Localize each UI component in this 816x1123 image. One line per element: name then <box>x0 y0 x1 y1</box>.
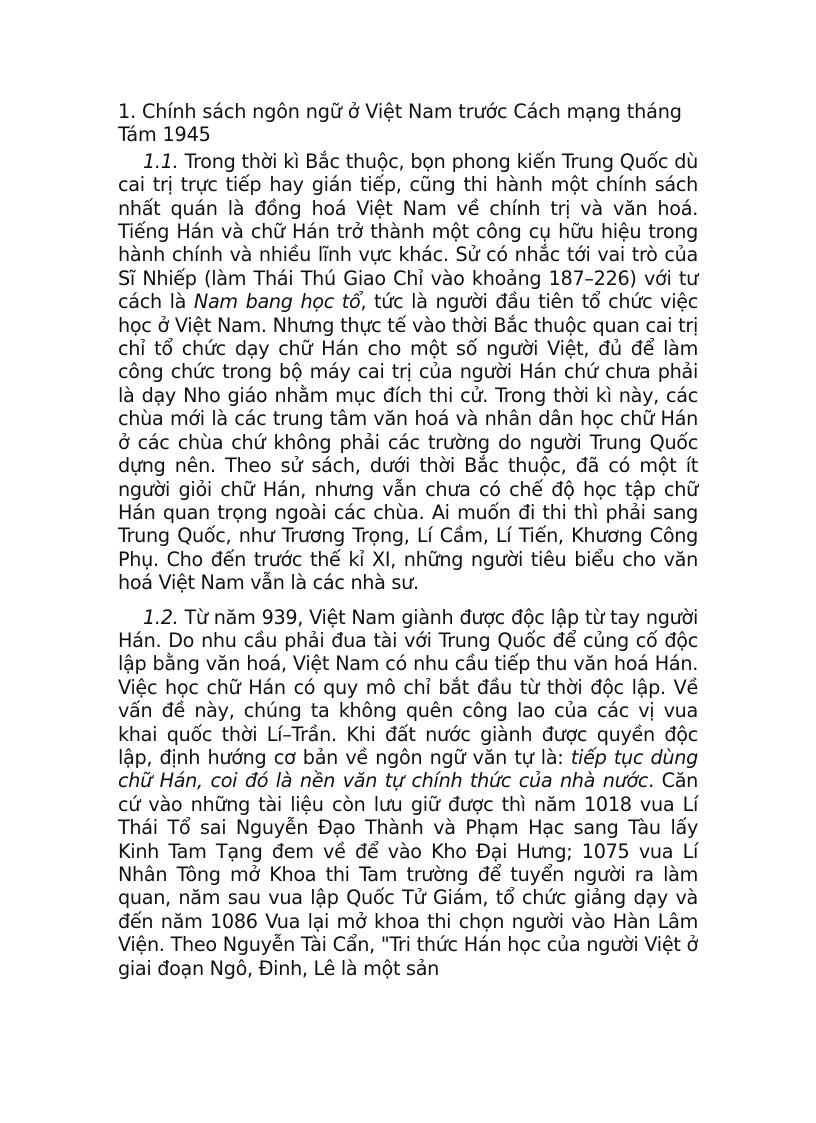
paragraph-text: , tức là người đầu tiên tổ chức việc học ở Việt Nam. Nhưng thực tế vào thời Bắc thuộc quan cai trị chỉ tổ chức dạy chữ Hán cho một số người Việt, đủ để làm công chức trong bộ máy cai trị của người Hán chứ chưa phải là dạy Nho giáo nhằm mục đích thi cử. Trong thời kì này, các chùa mới là các trung tâm văn hoá và nhân dân học chữ Hán ở các chùa chứ không phải các trường do người Trung Quốc dựng nên. Theo sử sách, dưới thời Bắc thuộc, đã có một ít người giỏi chữ Hán, nhưng vẫn chưa có chế độ học tập chữ Hán quan trọng ngoài các chùa. Ai muốn đi thi thì phải sang Trung Quốc, như Trương Trọng, Lí Cầm, Lí Tiến, Khương Công Phụ. Cho đến trước thế kỉ XI, những người tiêu biểu cho văn hoá Việt Nam vẫn là các nhà sư. <box>118 290 698 595</box>
paragraph-text: . Căn cứ vào những tài liệu còn lưu giữ được thì năm 1018 vua Lí Thái Tổ sai Nguyễn Đạo Thành và Phạm Hạc sang Tàu lấy Kinh Tam Tạng đem về để vào Kho Đại Hưng; 1075 vua Lí Nhân Tông mở Khoa thi Tam trường để tuyển người ra làm quan, năm sau vua lập Quốc Tử Giám, tổ chức giảng dạy và đến năm 1086 Vua lại mở khoa thi chọn người vào Hàn Lâm Viện. Theo Nguyễn Tài Cẩn, "Tri thức Hán học của người Việt ở giai đoạn Ngô, Đinh, Lê là một sản <box>118 769 699 980</box>
section-heading: 1. Chính sách ngôn ngữ ở Việt Nam trước Cách mạng tháng Tám 1945 <box>118 100 682 147</box>
paragraph-number: 1.2. <box>143 605 179 629</box>
paragraph-1-2 <box>118 606 698 981</box>
paragraph-text: Từ năm 939, Việt Nam giành được độc lập từ tay người Hán. Do nhu cầu phải đua tài với Trung Quốc để củng cố độc lập bằng văn hoá, Việt Nam có nhu cầu tiếp thu văn hoá Hán. Việc học chữ Hán có quy mô chỉ bắt đầu từ thời độc lập. Về vấn đề này, chúng ta không quên công lao của các vị vua khai quốc thời Lí–Trần. Khi đất nước giành được quyền độc lập, định hướng cơ bản về ngôn ngữ văn tự là: <box>118 605 698 769</box>
paragraph-number: 1.1. <box>143 149 179 173</box>
emphasis-text: Nam bang học tổ <box>193 290 361 314</box>
paragraph-1-1 <box>118 150 698 595</box>
paragraph-text: Trong thời kì Bắc thuộc, bọn phong kiến Trung Quốc dù cai trị trực tiếp hay gián tiếp, cũng thi hành một chính sách nhất quán là đồng hoá Việt Nam về chính trị và văn hoá. Tiếng Hán và chữ Hán trở thành một công cụ hữu hiệu trong hành chính và nhiều lĩnh vực khác. Sử có nhắc tới vai trò của Sĩ Nhiếp (làm Thái Thú Giao Chỉ vào khoảng 187–226) với tư cách là <box>118 149 698 314</box>
emphasis-text: tiếp tục dùng chữ Hán, coi đó là nền văn tự chính thức của nhà nước <box>118 745 698 793</box>
document-page <box>118 100 698 991</box>
